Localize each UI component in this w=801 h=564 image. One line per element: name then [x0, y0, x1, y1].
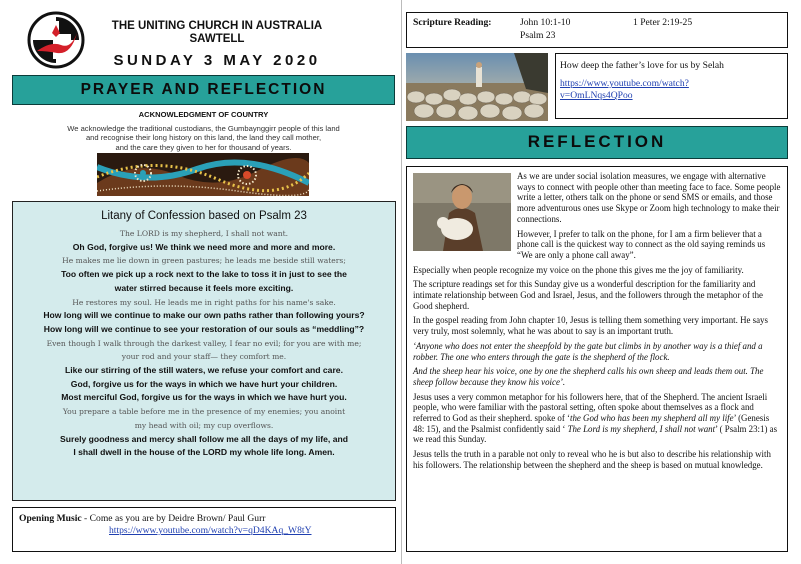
litany-leader-line: He makes me lie down in green pastures; he leads me beside still waters; — [62, 256, 346, 266]
acknowledgment-title: ACKNOWLEDGMENT OF COUNTRY — [138, 110, 269, 119]
opening-music-link[interactable]: https://www.youtube.com/watch?v=qD4KAq_W8tY — [109, 525, 312, 536]
reflection-quote: And the sheep hear his voice, one by one the shepherd calls his own sheep and leads them out. The sheep follow because they know his voice’. — [413, 366, 764, 387]
litany-leader-line: You prepare a table before me in the presence of my enemies; you anoint — [62, 407, 346, 417]
shepherd-with-sheep-image — [406, 53, 548, 121]
reflection-text: Jesus uses a very common metaphor for his followers here, that of the Shepherd. The ancient Israeli people, who were familiar with the pastoral setting, often spoke about themselves as a flock and referred to God as their shepherd. spoke of ‘ — [413, 391, 768, 424]
litany-response-line: Most merciful God, forgive us for the ways in which we have hurt you. — [61, 392, 347, 403]
opening-music-box — [12, 507, 396, 552]
litany-response-line: Surely goodness and mercy shall follow me all the days of my life, and — [60, 433, 348, 444]
reflection-paragraph: Especially when people recognize my voice on the phone this gives me the joy of familiarity. — [413, 264, 744, 275]
song-box — [555, 53, 788, 119]
acknowledgment-line: and recognise their long history on this land, the land they call mother, — [85, 133, 322, 143]
litany-title: Litany of Confession based on Psalm 23 — [101, 210, 307, 222]
prayer-reflection-banner: PRAYER AND REFLECTION — [12, 75, 395, 105]
shepherd-boy-with-lamb-image — [413, 173, 511, 251]
uniting-church-logo — [27, 11, 85, 69]
scripture-reading-psalm: Psalm 23 — [520, 30, 556, 41]
acknowledgment-line: and the care they given to her for thousand of years. — [115, 142, 292, 152]
litany-response-line: Too often we pick up a rock next to the lake to toss it in just to see the — [61, 269, 347, 280]
scripture-reading-box — [406, 12, 788, 48]
litany-response-line: God, forgive us for the ways in which we have hurt your children. — [70, 378, 338, 389]
acknowledgment-text — [24, 124, 383, 152]
litany-leader-line: my head with oil; my cup overflows. — [134, 420, 274, 430]
song-link[interactable] — [560, 78, 783, 102]
reflection-inline-quote: the God who has been my shepherd all my life — [569, 413, 734, 424]
litany-response-line: I shall dwell in the house of the LORD my whole life long. Amen. — [73, 447, 335, 458]
reflection-paragraph: The scripture readings set for this Sunday give us a wonderful description for the familiarity and intimate relationship between God and Israel, Jesus, and the followers through the metaphor of the Good shepherd. — [413, 279, 763, 311]
scripture-reading-john: John 10:1-10 — [520, 17, 571, 28]
acknowledgment-line: We acknowledge the traditional custodians, the Gumbaynggirr people of this land — [67, 124, 340, 133]
opening-music-text: - Come as you are by Deidre Brown/ Paul Gurr — [81, 513, 266, 524]
reflection-text: ’ ( Psalm 23:1) as we read this Sunday. — [413, 423, 778, 445]
church-name — [92, 20, 342, 46]
scripture-label: Scripture Reading: — [413, 17, 492, 28]
litany-leader-line: your rod and your staff— they comfort me. — [121, 352, 287, 362]
litany-response-line: water stirred because it feels more exciting. — [114, 282, 294, 293]
reflection-paragraph — [413, 392, 781, 446]
reflection-paragraph: Jesus tells the truth in a parable not only to reveal who he is but also to describe his relationship with his followers. The relationship between the shepherd and the sheep is based on mutual knowledge. — [413, 449, 771, 470]
reflection-inline-quote: The Lord is my shepherd, I shall not want — [567, 423, 716, 434]
opening-music-label: Opening Music — [19, 513, 82, 524]
column-divider — [401, 0, 402, 564]
litany-lines — [17, 227, 391, 460]
reflection-paragraph: In the gospel reading from John chapter 10, Jesus is telling them something very important. He says very truly, most solemnly, what he was about to say is an important truth. — [413, 315, 768, 337]
reflection-box — [406, 166, 788, 552]
litany-response-line: How long will we continue to make our own paths rather than following yours? — [43, 310, 365, 321]
church-name-line1: THE UNITING CHURCH IN AUSTRALIA — [111, 20, 323, 32]
reflection-paragraph: However, I prefer to talk on the phone, for I am a firm believer that a phone call is the quickest way to connect as the old saying reminds us “We are only a phone call away”. — [517, 228, 766, 260]
song-link-line2[interactable]: v=OmLNqs4QPoo — [560, 90, 633, 101]
reflection-quote: ‘Anyone who does not enter the sheepfold by the gate but climbs in by another way is a thief and a robber. The one who enters through the gate is the shepherd of the flock. — [413, 340, 763, 362]
litany-response-line: Oh God, forgive us! We think we need more and more and more. — [72, 241, 336, 252]
service-date: SUNDAY 3 MAY 2020 — [113, 52, 321, 69]
litany-response-line: Like our stirring of the still waters, we refuse your comfort and care. — [65, 365, 343, 376]
litany-of-confession — [12, 201, 396, 501]
scripture-reading-peter: 1 Peter 2:19-25 — [633, 17, 693, 28]
aboriginal-dot-art-image — [97, 153, 309, 196]
reflection-banner: REFLECTION — [406, 126, 788, 159]
litany-leader-line: Even though I walk through the darkest valley, I fear no evil; for you are with me; — [46, 338, 362, 348]
song-link-line1[interactable]: https://www.youtube.com/watch? — [560, 78, 689, 89]
litany-leader-line: The LORD is my shepherd, I shall not want. — [119, 229, 289, 238]
church-name-line2: SAWTELL — [189, 33, 245, 45]
reflection-text: ’ (Genesis 48: 15), and the Psalmist confidently said ‘ — [413, 413, 770, 434]
song-title: How deep the father’s love for us by Selah — [560, 60, 724, 71]
reflection-paragraph: As we are under social isolation measures, we engage with alternative ways to connect with people other than meeting face to face. Some people write a letter, others talk on the phone or send SMS or emails, and those more adventurous ones use Skype or Zoom high technology to make their connections. — [517, 171, 781, 224]
litany-response-line: How long will we continue to see your restoration of our souls as “meddling”? — [43, 323, 365, 334]
litany-leader-line: He restores my soul. He leads me in right paths for his name's sake. — [72, 297, 336, 307]
